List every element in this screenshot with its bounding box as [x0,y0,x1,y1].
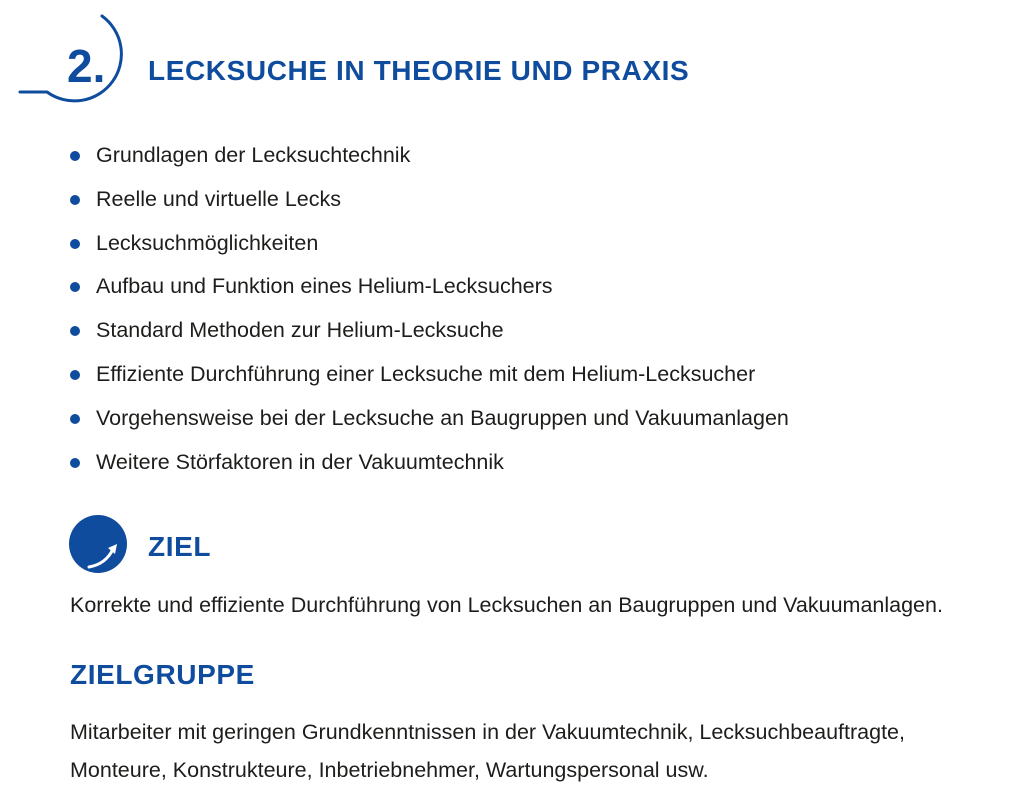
list-item-text: Vorgehensweise bei der Lecksuche an Baugruppen und Vakuumanlagen [96,405,789,430]
list-item-text: Standard Methoden zur Helium-Lecksuche [96,318,504,343]
list-item-text: Aufbau und Funktion eines Helium-Lecksuchers [96,274,553,299]
list-item [70,134,789,178]
goal-title: ZIEL [148,531,212,562]
list-item [70,265,789,309]
audience-title: ZIELGRUPPE [70,659,255,690]
section-number: 2. [67,40,106,92]
audience-text: Mitarbeiter mit geringen Grundkenntnissen in der Vakuumtechnik, Lecksuchbeauftragte, Monteure, Konstrukteure, Inbetriebnehmer, Wartungspersonal usw. [70,720,905,782]
bullet-icon [70,151,80,161]
bullet-icon [70,370,80,380]
bullet-icon [70,239,80,249]
list-item [70,353,789,397]
list-item-text: Grundlagen der Lecksuchtechnik [96,143,411,167]
bullet-icon [70,282,80,292]
list-item [70,178,789,222]
bullet-icon [70,326,80,336]
goal-text: Korrekte und effiziente Durchführung von Lecksuchen an Baugruppen und Vakuumanlagen. [70,593,943,617]
target-arrow-icon [68,514,128,574]
bullet-icon [70,458,80,468]
list-item-text: Weitere Störfaktoren in der Vakuumtechnik [96,449,504,474]
bullet-icon [70,414,80,424]
section-header [0,0,1018,120]
list-item-text: Lecksuchmöglichkeiten [96,230,319,255]
list-item [70,441,789,485]
list-item-text: Reelle und virtuelle Lecks [96,186,341,211]
topic-list [70,134,789,484]
list-item [70,222,789,266]
section-title: LECKSUCHE IN THEORIE UND PRAXIS [148,55,690,86]
list-item-text: Effiziente Durchführung einer Lecksuche mit dem Helium-Lecksucher [96,361,756,386]
list-item [70,309,789,353]
bullet-icon [70,195,80,205]
list-item [70,397,789,441]
